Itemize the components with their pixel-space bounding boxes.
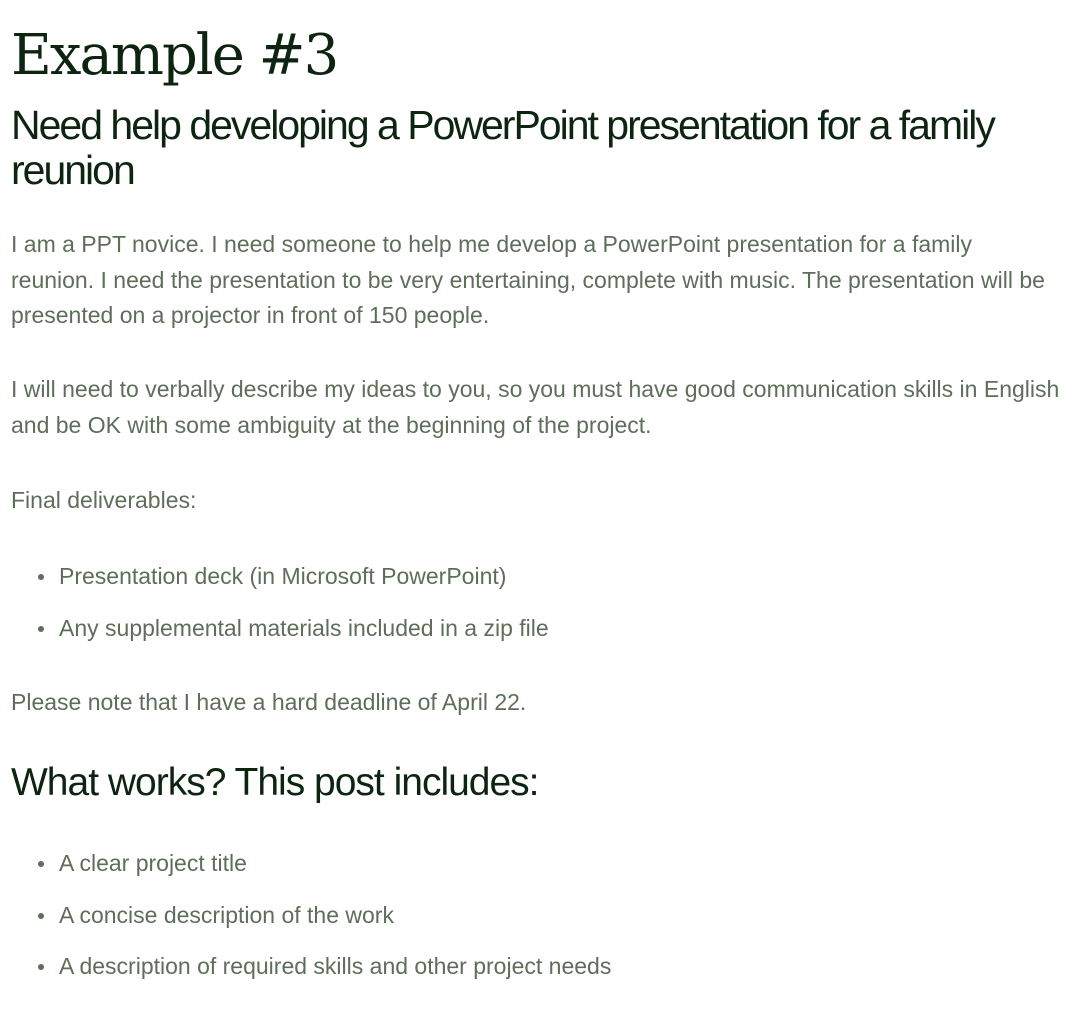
deliverables-label: Final deliverables: bbox=[11, 487, 197, 513]
bullet-icon bbox=[38, 574, 44, 580]
list-item-text: Presentation deck (in Microsoft PowerPoint) bbox=[59, 563, 507, 589]
list-item bbox=[11, 898, 611, 950]
list-item-text: Any supplemental materials included in a zip file bbox=[59, 614, 549, 641]
bullet-icon bbox=[38, 964, 44, 970]
what-works-list bbox=[11, 846, 611, 1001]
bullet-icon bbox=[38, 626, 44, 632]
what-works-heading: What works? This post includes: bbox=[11, 761, 539, 804]
post-title: Need help developing a PowerPoint presentation for a family reunion bbox=[11, 102, 994, 193]
deadline-note: Please note that I have a hard deadline of April 22. bbox=[11, 689, 527, 715]
list-item bbox=[11, 559, 549, 611]
description-paragraph-1: I am a PPT novice. I need someone to help me develop a PowerPoint presentation for a family reunion. I need the presentation to be very entertaining, complete with music. The presentation will be presented on a projector in front of 150 people. bbox=[11, 231, 1045, 328]
description-paragraph-2: I will need to verbally describe my ideas to you, so you must have good communication skills in English and be OK with some ambiguity at the beginning of the project. bbox=[11, 376, 1060, 438]
deliverables-list bbox=[11, 559, 549, 662]
list-item-text: A clear project title bbox=[59, 850, 247, 876]
bullet-icon bbox=[38, 913, 44, 919]
list-item bbox=[11, 949, 611, 1001]
list-item-text: A description of required skills and other project needs bbox=[59, 953, 612, 979]
bullet-icon bbox=[38, 861, 44, 867]
list-item bbox=[11, 846, 611, 898]
example-title: Example #3 bbox=[11, 23, 338, 88]
list-item bbox=[11, 611, 549, 663]
list-item-text: A concise description of the work bbox=[59, 901, 394, 928]
